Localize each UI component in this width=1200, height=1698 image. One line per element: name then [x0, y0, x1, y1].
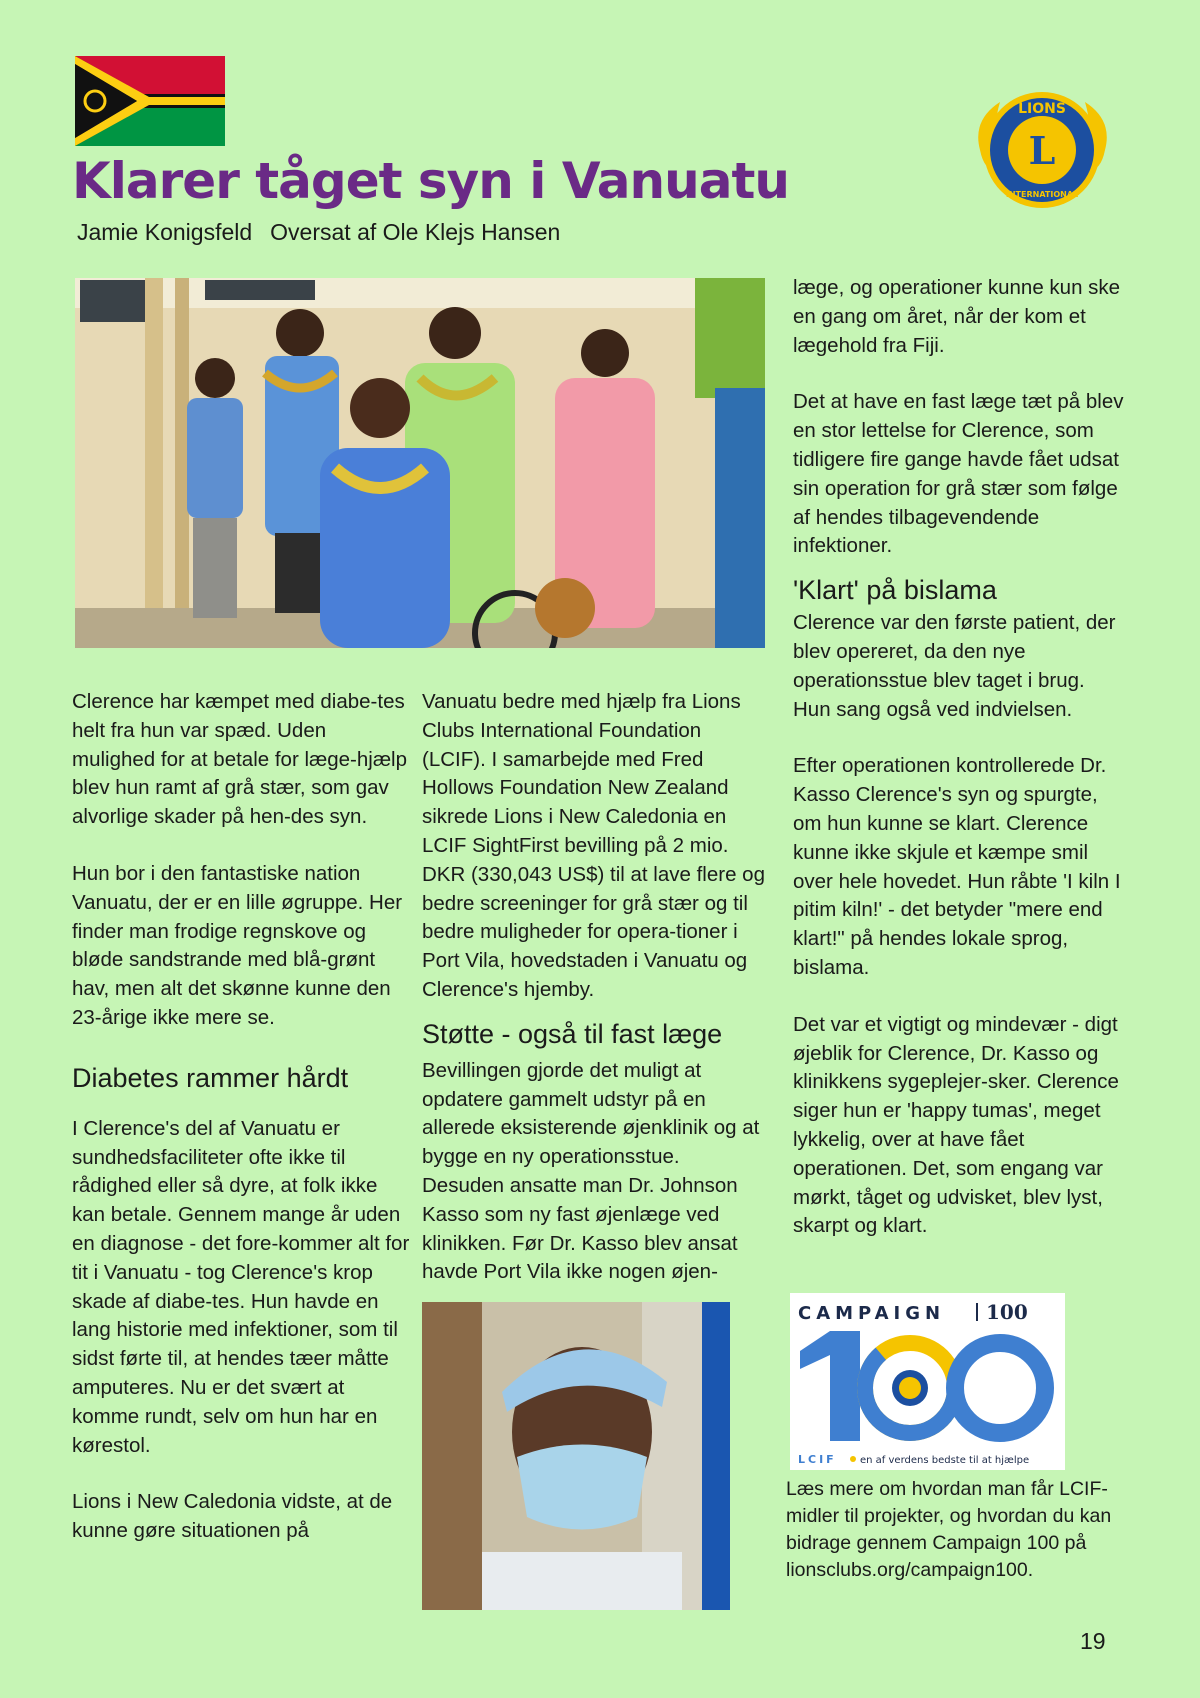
photo-dr-kasso: [422, 1302, 730, 1610]
col1-paragraph: Lions i New Caledonia vidste, at de kunne gøre situationen på: [72, 1490, 393, 1543]
byline: [77, 219, 560, 246]
campaign-caption: Læs mere om hvordan man får LCIF-midler til projekter, og hvordan du kan bidrage gennem Campaign 100 på lionsclubs.org/campaign100.: [786, 1478, 1112, 1581]
col3-paragraph: Det var et vigtigt og mindevær - digt øjeblik for Clerence, Dr. Kasso og klinikkens sygeplejer-sker. Clerence siger hun er 'happy tumas', meget lykkelig, over at have fået operationen. Det, som engang var mørkt, tåget og udvisket, blev lyst, skarpt og klart.: [793, 1012, 1119, 1238]
col1-paragraph: Hun bor i den fantastiske nation Vanuatu, der er en lille øgruppe. Her finder man frodige regnskove og bløde sandstrande med blå-grønt hav, men alt det skønne kunne den 23-årige ikke mere se.: [72, 861, 403, 1029]
campaign-num: 100: [986, 1300, 1028, 1324]
article-title: Klarer tåget syn i Vanuatu: [72, 152, 789, 210]
col2-heading: Støtte - også til fast læge: [422, 1018, 723, 1049]
col3-paragraph: Efter operationen kontrollerede Dr. Kasso Clerence's syn og spurgte, om hun kunne se klart. Clerence kunne ikke skjule et kæmpe smil over hele hovedet. Hun råbte 'I kiln I pitim kiln!' - det betyder "mere end klart!" på hendes lokale sprog, bislama.: [793, 754, 1121, 979]
logo-letter: L: [1028, 128, 1056, 173]
col2-paragraph: Bevillingen gjorde det muligt at opdatere gammelt udstyr på en allerede eksisterende øjenklinik og at bygge en ny operationsstue. Desuden ansatte man Dr. Johnson Kasso som ny fast øjenlæge ved klinikken. Før Dr. Kasso blev ansat havde Port Vila ikke nogen øjen-: [422, 1058, 760, 1284]
column-3: [793, 274, 1128, 1241]
col3-paragraph: Clerence var den første patient, der blev opereret, da den nye operationsstue blev taget i brug. Hun sang også ved indvielsen.: [793, 611, 1116, 721]
page-number: 19: [1080, 1628, 1106, 1654]
col1-heading: Diabetes rammer hårdt: [72, 1062, 349, 1093]
campaign-word: CAMPAIGN: [798, 1303, 946, 1324]
col1-paragraph: Clerence har kæmpet med diabe-tes helt fra hun var spæd. Uden mulighed for at betale for læge-hjælp blev hun ramt af grå stær, som gav alvorlige skader på hen-des syn.: [72, 690, 408, 829]
vanuatu-flag-icon: [75, 56, 225, 146]
logo-lions-text: LIONS: [1018, 101, 1066, 117]
lions-international-logo: [970, 80, 1115, 220]
campaign-lcif: LCIF: [798, 1453, 837, 1466]
col2-paragraph: Vanuatu bedre med hjælp fra Lions Clubs International Foundation (LCIF). I samarbejde med Fred Hollows Foundation New Zealand sikrede Lions i New Caledonia en LCIF SightFirst bevilling på 2 mio. DKR (330,043 US$) til at lave flere og bedre screeninger for grå stær og til bedre muligheder for opera-tioner i Port Vila, hovedstaden i Vanuatu og Clerence's hjemby.: [422, 690, 765, 1001]
author: Jamie Konigsfeld: [77, 219, 253, 245]
campaign-100-logo: [790, 1293, 1065, 1470]
column-2: [422, 688, 767, 1287]
col3-paragraph: Det at have en fast læge tæt på blev en stor lettelse for Clerence, som tidligere fire gange havde fået udsat sin operation for grå stær som følge af hendes tilbagevendende infektioner.: [793, 390, 1124, 558]
col3-heading: 'Klart' på bislama: [793, 575, 997, 606]
logo-international-text: INTERNATIONAL: [1005, 190, 1079, 199]
campaign-tagline: en af verdens bedste til at hjælpe: [860, 1455, 1030, 1466]
col1-paragraph: I Clerence's del af Vanuatu er sundhedsfaciliteter ofte ikke til rådighed eller så dyre, at folk ikke kan betale. Gennem mange år uden en diagnose - det fore-kommer alt for tit i Vanuatu - tog Clerence's krop skade af diabe-tes. Hun havde en lang historie med infektioner, som til sidst førte til, at hendes tæer måtte amputeres. Nu er det svært at komme rundt, selv om hun har en kørestol.: [72, 1116, 410, 1457]
photo-clerence-group: [75, 278, 765, 648]
column-1: [72, 688, 412, 1546]
col3-paragraph: læge, og operationer kunne kun ske en gang om året, når der kom et lægehold fra Fiji.: [793, 276, 1121, 357]
translator: Oversat af Ole Klejs Hansen: [270, 219, 561, 245]
